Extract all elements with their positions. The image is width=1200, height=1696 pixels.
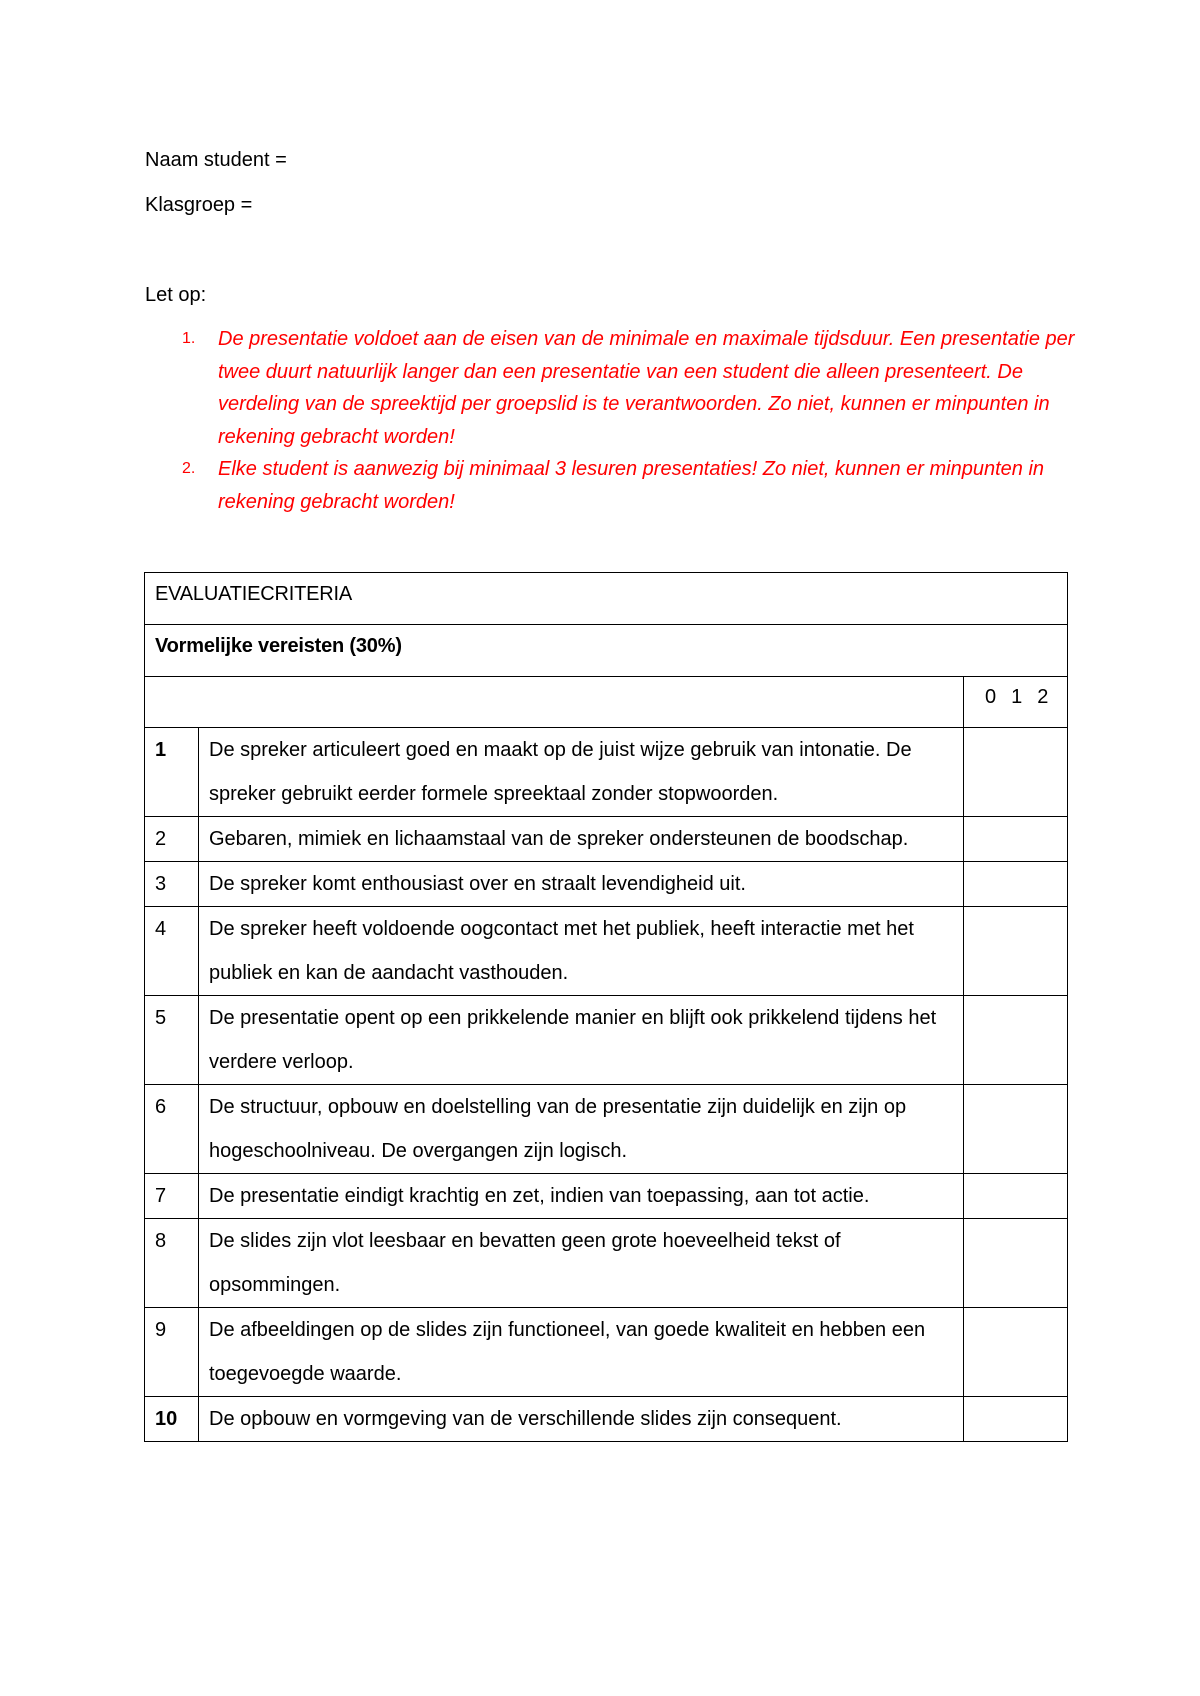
table-row	[145, 1085, 1068, 1174]
criterion-text: De opbouw en vormgeving van de verschillende slides zijn consequent.	[199, 1397, 964, 1442]
criterion-text: De slides zijn vlot leesbaar en bevatten geen grote hoeveelheid tekst of opsommingen.	[199, 1219, 964, 1308]
criterion-number: 1	[145, 728, 199, 817]
table-section-title: Vormelijke vereisten (30%)	[145, 625, 1068, 677]
score-2: 2	[1037, 686, 1049, 708]
criterion-number: 9	[145, 1308, 199, 1397]
criterion-text: De spreker articuleert goed en maakt op de juist wijze gebruik van intonatie. De spreker gebruikt eerder formele spreektaal zonder stopwoorden.	[199, 728, 964, 817]
note-number: 2.	[182, 460, 196, 477]
criterion-number: 4	[145, 907, 199, 996]
criterion-number: 5	[145, 996, 199, 1085]
criterion-text: De spreker komt enthousiast over en straalt levendigheid uit.	[199, 862, 964, 907]
score-header-blank	[145, 677, 964, 728]
table-row	[145, 817, 1068, 862]
note-text: De presentatie voldoet aan de eisen van de minimale en maximale tijdsduur. Een presentatie per twee duurt natuurlijk langer dan een presentatie van een student die alleen presenteert. De verdeling van de spreektijd per groepslid is te verantwoorden. Zo niet, kunnen er minpunten in rekening gebracht worden!	[218, 328, 1075, 448]
criterion-text: De structuur, opbouw en doelstelling van de presentatie zijn duidelijk en zijn op hogeschoolniveau. De overgangen zijn logisch.	[199, 1085, 964, 1174]
table-title: EVALUATIECRITERIA	[145, 573, 1068, 625]
score-cell[interactable]	[964, 728, 1068, 817]
score-cell[interactable]	[964, 907, 1068, 996]
table-row	[145, 1308, 1068, 1397]
attention-label: Let op:	[145, 284, 207, 306]
criterion-number: 6	[145, 1085, 199, 1174]
score-cell[interactable]	[964, 1219, 1068, 1308]
score-cell[interactable]	[964, 1174, 1068, 1219]
table-row	[145, 1397, 1068, 1442]
criterion-number: 8	[145, 1219, 199, 1308]
notes-list	[145, 323, 1075, 518]
table-row	[145, 996, 1068, 1085]
criterion-text: De afbeeldingen op de slides zijn functioneel, van goede kwaliteit en hebben een toegevoegde waarde.	[199, 1308, 964, 1397]
note-number: 1.	[182, 330, 196, 347]
criterion-text: De presentatie opent op een prikkelende manier en blijft ook prikkelend tijdens het verdere verloop.	[199, 996, 964, 1085]
class-group-label: Klasgroep =	[145, 194, 253, 216]
score-cell[interactable]	[964, 817, 1068, 862]
score-cell[interactable]	[964, 1085, 1068, 1174]
criterion-text: De spreker heeft voldoende oogcontact met het publiek, heeft interactie met het publiek en kan de aandacht vasthouden.	[199, 907, 964, 996]
score-cell[interactable]	[964, 1397, 1068, 1442]
criterion-number: 2	[145, 817, 199, 862]
note-text: Elke student is aanwezig bij minimaal 3 lesuren presentaties! Zo niet, kunnen er minpunten in rekening gebracht worden!	[218, 458, 1045, 513]
table-title-row	[145, 573, 1068, 625]
score-cell[interactable]	[964, 996, 1068, 1085]
table-row	[145, 1174, 1068, 1219]
criterion-number: 7	[145, 1174, 199, 1219]
score-0: 0	[985, 686, 997, 708]
evaluation-table	[144, 572, 1068, 1442]
criterion-number: 3	[145, 862, 199, 907]
score-header-row	[145, 677, 1068, 728]
table-row	[145, 1219, 1068, 1308]
student-name-label: Naam student =	[145, 149, 287, 171]
table-section-row	[145, 625, 1068, 677]
score-1: 1	[1011, 686, 1023, 708]
table-row	[145, 862, 1068, 907]
criterion-text: De presentatie eindigt krachtig en zet, indien van toepassing, aan tot actie.	[199, 1174, 964, 1219]
note-item	[145, 323, 1075, 453]
criterion-text: Gebaren, mimiek en lichaamstaal van de spreker ondersteunen de boodschap.	[199, 817, 964, 862]
score-cell[interactable]	[964, 862, 1068, 907]
score-header	[964, 677, 1068, 728]
table-row	[145, 728, 1068, 817]
table-row	[145, 907, 1068, 996]
score-cell[interactable]	[964, 1308, 1068, 1397]
note-item	[145, 453, 1075, 518]
criterion-number: 10	[145, 1397, 199, 1442]
